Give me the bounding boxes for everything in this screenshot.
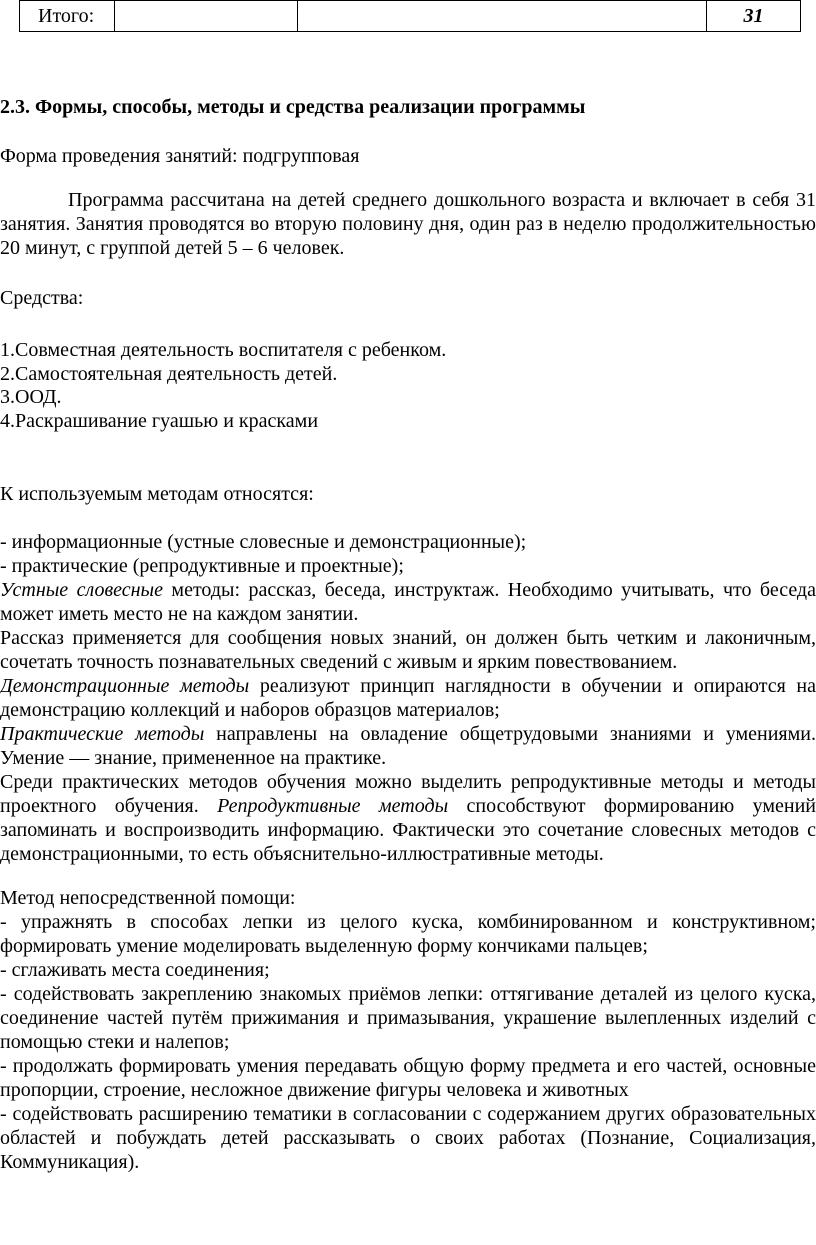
empty-cell	[298, 1, 707, 32]
reproductive-methods-term: Репродуктивные методы	[217, 795, 449, 817]
oral-methods-term: Устные словесные	[0, 579, 163, 601]
direct-help-block	[0, 886, 816, 1174]
story-paragraph: Рассказ применяется для сообщения новых знаний, он должен быть четким и лаконичным, сочетать точность познавательных сведений с живым и ярким повествованием.	[0, 627, 816, 673]
direct-help-item: - содействовать закреплению знакомых приёмов лепки: оттягивание деталей из целого куска, соединение частей путём прижимания и примазывания, украшение вылепленных изделий с помощью стеки и налепов;	[0, 983, 816, 1053]
total-label-cell: Итого:	[20, 1, 115, 32]
oral-methods-text: методы: рассказ, беседа, инструктаж. Необходимо учитывать, что беседа может иметь место не на каждом занятии.	[0, 579, 816, 625]
program-paragraph: Программа рассчитана на детей среднего дошкольного возраста и включает в себя 31 занятия. Занятия проводятся во вторую половину дня, один раз в неделю продолжительностью 20 минут, с группой детей 5 – 6 человек.	[0, 189, 816, 259]
means-item: 1.Совместная деятельность воспитателя с ребенком.	[0, 339, 447, 361]
oral-methods-paragraph	[0, 578, 816, 626]
practical-methods-paragraph	[0, 722, 816, 770]
demo-methods-text: реализуют принцип наглядности в обучении и опираются на демонстрацию коллекций и наборов образцов материалов;	[0, 675, 816, 721]
means-title: Средства:	[0, 287, 84, 309]
total-table	[19, 0, 801, 32]
among-text-end: способствуют формированию умений запоминать и воспроизводить информацию. Фактически это сочетание словесных методов с демонстрационными, то есть объяснительно-иллюстративные методы.	[0, 795, 816, 865]
practical-methods-text: направлены на овладение общетрудовыми знаниями и умениями. Умение — знание, примененное на практике.	[0, 723, 816, 769]
direct-help-item: - сглаживать места соединения;	[0, 959, 270, 981]
direct-help-item: - продолжать формировать умения передавать общую форму предмета и его частей, основные пропорции, строение, несложное движение фигуры человека и животных	[0, 1055, 816, 1101]
section-heading: 2.3. Формы, способы, методы и средства реализации программы	[0, 96, 586, 118]
total-value-cell: 31	[707, 1, 801, 32]
direct-help-title: Метод непосредственной помощи:	[0, 887, 296, 909]
means-item: 2.Самостоятельная деятельность детей.	[0, 363, 338, 385]
direct-help-item: - содействовать расширению тематики в согласовании с содержанием других образовательных областей и побуждать детей рассказывать о своих работах (Познание, Социализация, Коммуникация).	[0, 1103, 816, 1173]
demo-methods-paragraph	[0, 674, 816, 722]
methods-block	[0, 530, 816, 866]
direct-help-item: - упражнять в способах лепки из целого куска, комбинированном и конструктивном; формировать умение моделировать выделенную форму кончиками пальцев;	[0, 911, 816, 957]
reproductive-methods-paragraph	[0, 770, 816, 866]
among-text-start: Среди практических методов обучения можно выделить репродуктивные методы и методы проектного обучения.	[0, 771, 816, 817]
practical-methods-term: Практические методы	[0, 723, 205, 745]
methods-item: - информационные (устные словесные и демонстрационные);	[0, 531, 527, 553]
form-line: Форма проведения занятий: подгрупповая	[0, 145, 360, 167]
methods-item: - практические (репродуктивные и проектные);	[0, 555, 404, 577]
table-row	[20, 1, 801, 32]
methods-title: К используемым методам относятся:	[0, 483, 314, 505]
means-item: 4.Раскрашивание гуашью и красками	[0, 410, 319, 432]
demo-methods-term: Демонстрационные методы	[0, 675, 250, 697]
empty-cell	[115, 1, 298, 32]
means-item: 3.ООД.	[0, 386, 62, 408]
